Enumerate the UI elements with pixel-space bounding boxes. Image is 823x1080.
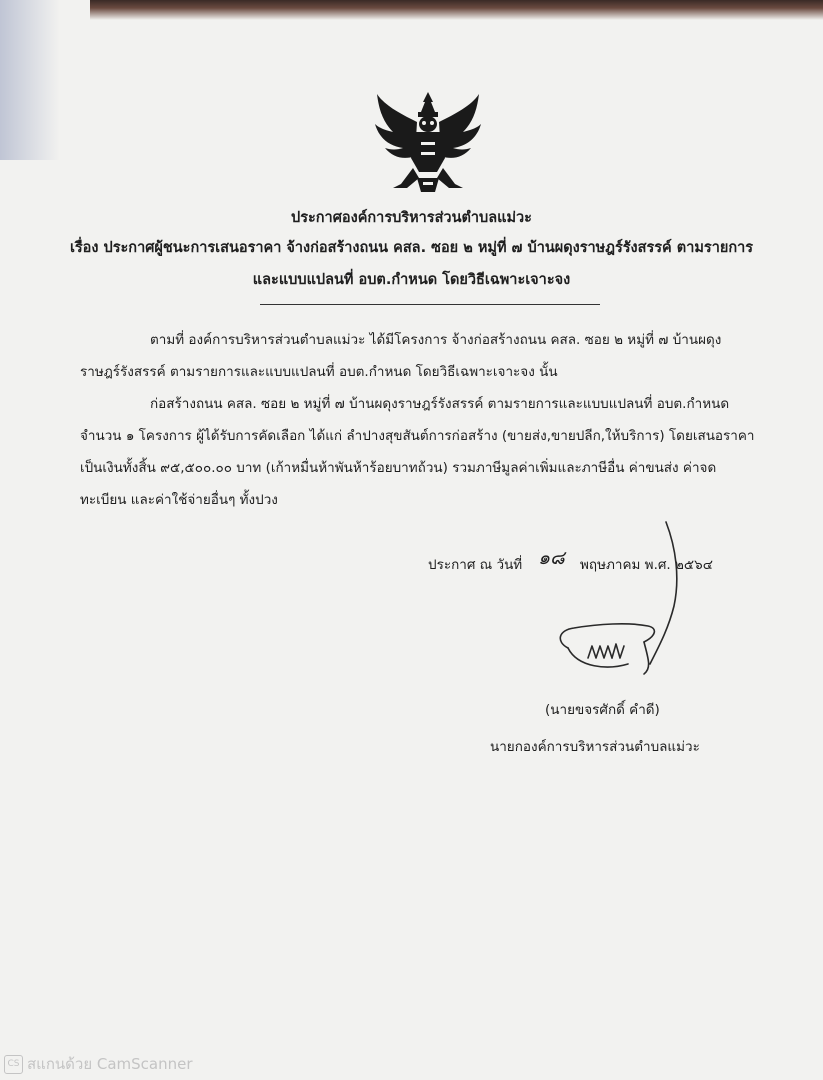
announcement-subject-continued: และแบบแปลนที่ อบต.กำหนด โดยวิธีเฉพาะเจาะจง [252, 272, 571, 288]
body-line: ราษฎร์รังสรรค์ ตามรายการและแบบแปลนที่ อบต.กำหนด โดยวิธีเฉพาะเจาะจง นั้น [80, 364, 558, 380]
body-line: เป็นเงินทั้งสิ้น ๙๕,๕๐๐.๐๐ บาท (เก้าหมื่นห้าพันห้าร้อยบาทถ้วน) รวมภาษีมูลค่าเพิ่มและภาษีอื่น ค่าขนส่ง ค่าจด [80, 460, 717, 476]
garuda-emblem-icon [371, 88, 485, 200]
date-prefix: ประกาศ ณ วันที่ [428, 557, 523, 573]
body-line: จำนวน ๑ โครงการ ผู้ได้รับการคัดเลือก ได้แก่ ลำปางสุขสันต์การก่อสร้าง (ขายส่ง,ขายปลีก,ให้บริการ) โดยเสนอราคา [80, 428, 755, 444]
announcement-subject: เรื่อง ประกาศผู้ชนะการเสนอราคา จ้างก่อสร้างถนน คสล. ซอย ๒ หมู่ที่ ๗ บ้านผดุงราษฎร์รังสรรค์ ตามรายการ [69, 240, 754, 256]
signer-position: นายกองค์การบริหารส่วนตำบลแม่วะ [490, 739, 700, 755]
handwritten-day: ๑๘ [538, 547, 565, 569]
camscanner-logo-icon: CS [4, 1055, 23, 1074]
body-line: ทะเบียน และค่าใช้จ่ายอื่นๆ ทั้งปวง [80, 492, 278, 508]
camscanner-watermark [4, 1052, 193, 1076]
body-line: ตามที่ องค์การบริหารส่วนตำบลแม่วะ ได้มีโครงการ จ้างก่อสร้างถนน คสล. ซอย ๒ หมู่ที่ ๗ บ้านผดุง [150, 332, 722, 348]
body-line: ก่อสร้างถนน คสล. ซอย ๒ หมู่ที่ ๗ บ้านผดุงราษฎร์รังสรรค์ ตามรายการและแบบแปลนที่ อบต.กำหนด [150, 396, 730, 412]
title-divider [260, 304, 600, 305]
signer-name: (นายขจรศักดิ์ คำดี) [545, 702, 660, 718]
handwritten-signature-icon [548, 518, 708, 688]
date-month-year: พฤษภาคม พ.ศ. ๒๕๖๔ [580, 557, 713, 573]
announcement-title: ประกาศองค์การบริหารส่วนตำบลแม่วะ [291, 210, 532, 226]
watermark-text: สแกนด้วย CamScanner [27, 1055, 193, 1073]
